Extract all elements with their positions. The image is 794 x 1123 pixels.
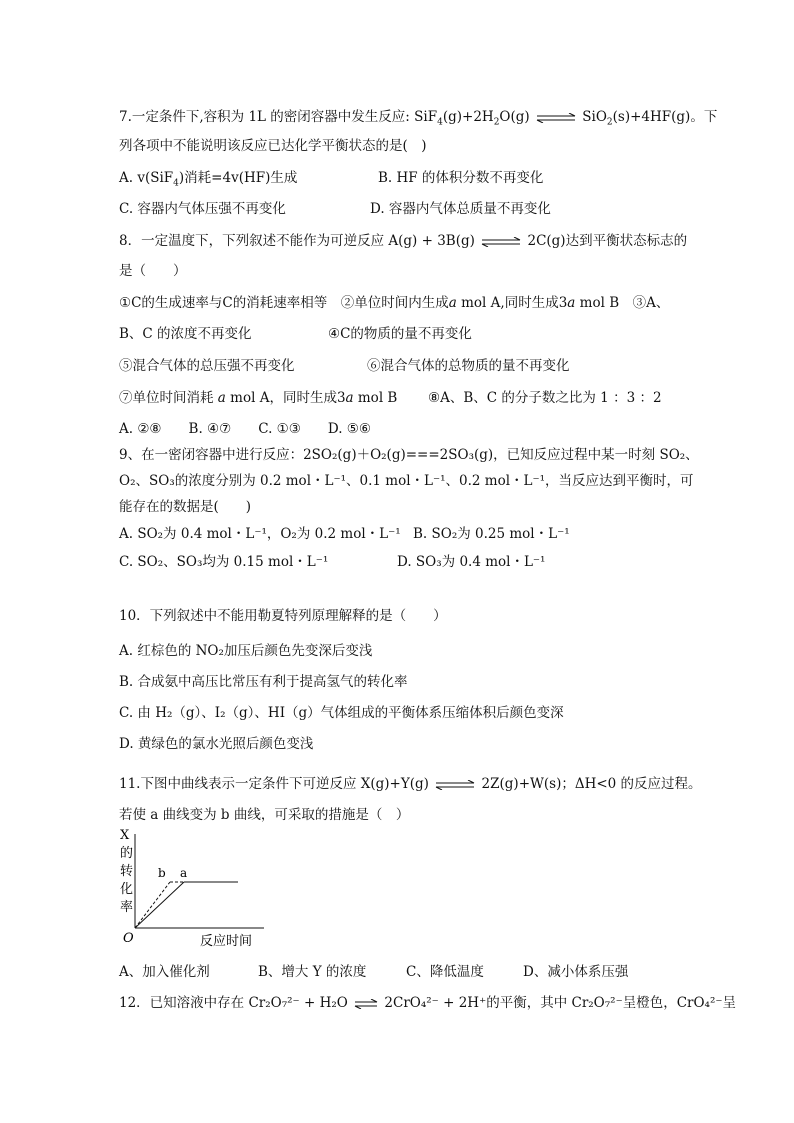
equilibrium-arrow-icon (481, 237, 521, 247)
q8-line1: 8．一定温度下，下列叙述不能作为可逆反应 A(g) + 3B(g) 2C(g)达到平衡状态标志的 (119, 233, 688, 249)
graph-ylabel-lv: 率 (120, 900, 134, 915)
conversion-time-graph (118, 826, 268, 954)
q10-option-b: B. 合成氨中高压比常压有利于提高氢气的转化率 (119, 674, 408, 690)
q9-line3: 能存在的数据是( ) (119, 499, 252, 515)
q9-line2: O₂、SO₃的浓度分别为 0.2 mol・L⁻¹、0.1 mol・L⁻¹、0.2 mol・L⁻¹，当反应达到平衡时，可 (119, 473, 694, 489)
q8-statement-1-2-3: ①C的生成速率与C的消耗速率相等 ②单位时间内生成a mol A,同时生成3a mol B ③A、 (119, 295, 670, 311)
q7-line1: 7.一定条件下,容积为 1L 的密闭容器中发生反应: $SiF_4(g)+2H_2O(g)$ SiO$_2$(s)+4HF(g)。下 (119, 109, 718, 128)
q10-line1: 10．下列叙述中不能用勒夏特列原理解释的是（ ） (119, 608, 447, 624)
q11-option-c: C、降低温度 (406, 964, 484, 980)
curve-b-label: b (158, 866, 166, 880)
graph-xlabel: 反应时间 (200, 934, 253, 949)
graph-ylabel-de: 的 (120, 846, 134, 861)
q9-option-b: B. SO₂为 0.25 mol・L⁻¹ (413, 526, 570, 542)
q9-option-c: C. SO₂、SO₃均为 0.15 mol・L⁻¹ (119, 554, 329, 570)
graph-ylabel-hua: 化 (120, 882, 134, 897)
q8-options: A. ②⑧ B. ④⑦ C. ①③ D. ⑤⑥ (119, 421, 372, 437)
q8-statement-4: ④C的物质的量不再变化 (328, 326, 472, 342)
q9-option-a: A. SO₂为 0.4 mol・L⁻¹，O₂为 0.2 mol・L⁻¹ (119, 526, 401, 542)
q8-statement-3-cont: B、C 的浓度不再变化 (119, 326, 252, 342)
q8-statement-7: ⑦单位时间消耗 a mol A，同时生成3a mol B (119, 390, 398, 406)
equilibrium-arrow-icon (435, 780, 475, 790)
q9-option-d: D. SO₃为 0.4 mol・L⁻¹ (397, 554, 546, 570)
q7-line2: 列各项中不能说明该反应已达化学平衡状态的是( ) (119, 138, 427, 154)
q11-line2: 若使 a 曲线变为 b 曲线，可采取的措施是（ ） (119, 807, 410, 823)
q11-line1: 11.下图中曲线表示一定条件下可逆反应 X(g)+Y(g) 2Z(g)+W(s)；ΔH<0 的反应过程。 (119, 776, 702, 792)
q11-option-d: D、减小体系压强 (523, 964, 629, 980)
curve-b-rise (135, 882, 170, 928)
graph-ylabel-zhuan: 转 (120, 864, 134, 879)
q10-option-d: D. 黄绿色的氯水光照后颜色变浅 (119, 736, 314, 752)
graph-ylabel-x: X (120, 828, 130, 843)
q10-option-a: A. 红棕色的 NO₂加压后颜色先变深后变浅 (119, 643, 373, 659)
q11-option-a: A、加入催化剂 (119, 964, 210, 980)
q11-option-b: B、增大 Y 的浓度 (258, 964, 367, 980)
equilibrium-arrow-icon (536, 113, 576, 123)
q9-line1: 9、在一密闭容器中进行反应：2SO₂(g)＋O₂(g)===2SO₃(g)，已知反应过程中某一时刻 SO₂、 (119, 447, 699, 463)
q8-statement-8: ⑧A、B、C 的分子数之比为 1 ：3 ：2 (428, 390, 662, 406)
q7-option-a: A. v(SiF$_4$)消耗=4v(HF)生成 (119, 170, 298, 189)
q7-option-b: B. HF 的体积分数不再变化 (378, 170, 544, 186)
q12-line1: 12．已知溶液中存在 Cr₂O₇²⁻ + H₂O 2CrO₄²⁻ + 2H⁺的平衡，其中 Cr₂O₇²⁻呈橙色，CrO₄²⁻呈 (119, 995, 736, 1011)
curve-a-rise (135, 882, 184, 928)
q7-option-c: C. 容器内气体压强不再变化 (119, 201, 286, 217)
equilibrium-arrow-icon (354, 999, 378, 1009)
curve-a-label: a (180, 866, 188, 880)
graph-origin-label: O (123, 931, 134, 946)
q8-statement-6: ⑥混合气体的总物质的量不再变化 (367, 358, 570, 374)
q8-statement-5: ⑤混合气体的总压强不再变化 (119, 358, 295, 374)
q8-line2: 是（ ） (119, 263, 187, 279)
q10-option-c: C. 由 H₂（g）、I₂（g）、HI（g）气体组成的平衡体系压缩体积后颜色变深 (119, 705, 564, 721)
q7-option-d: D. 容器内气体总质量不再变化 (370, 201, 551, 217)
